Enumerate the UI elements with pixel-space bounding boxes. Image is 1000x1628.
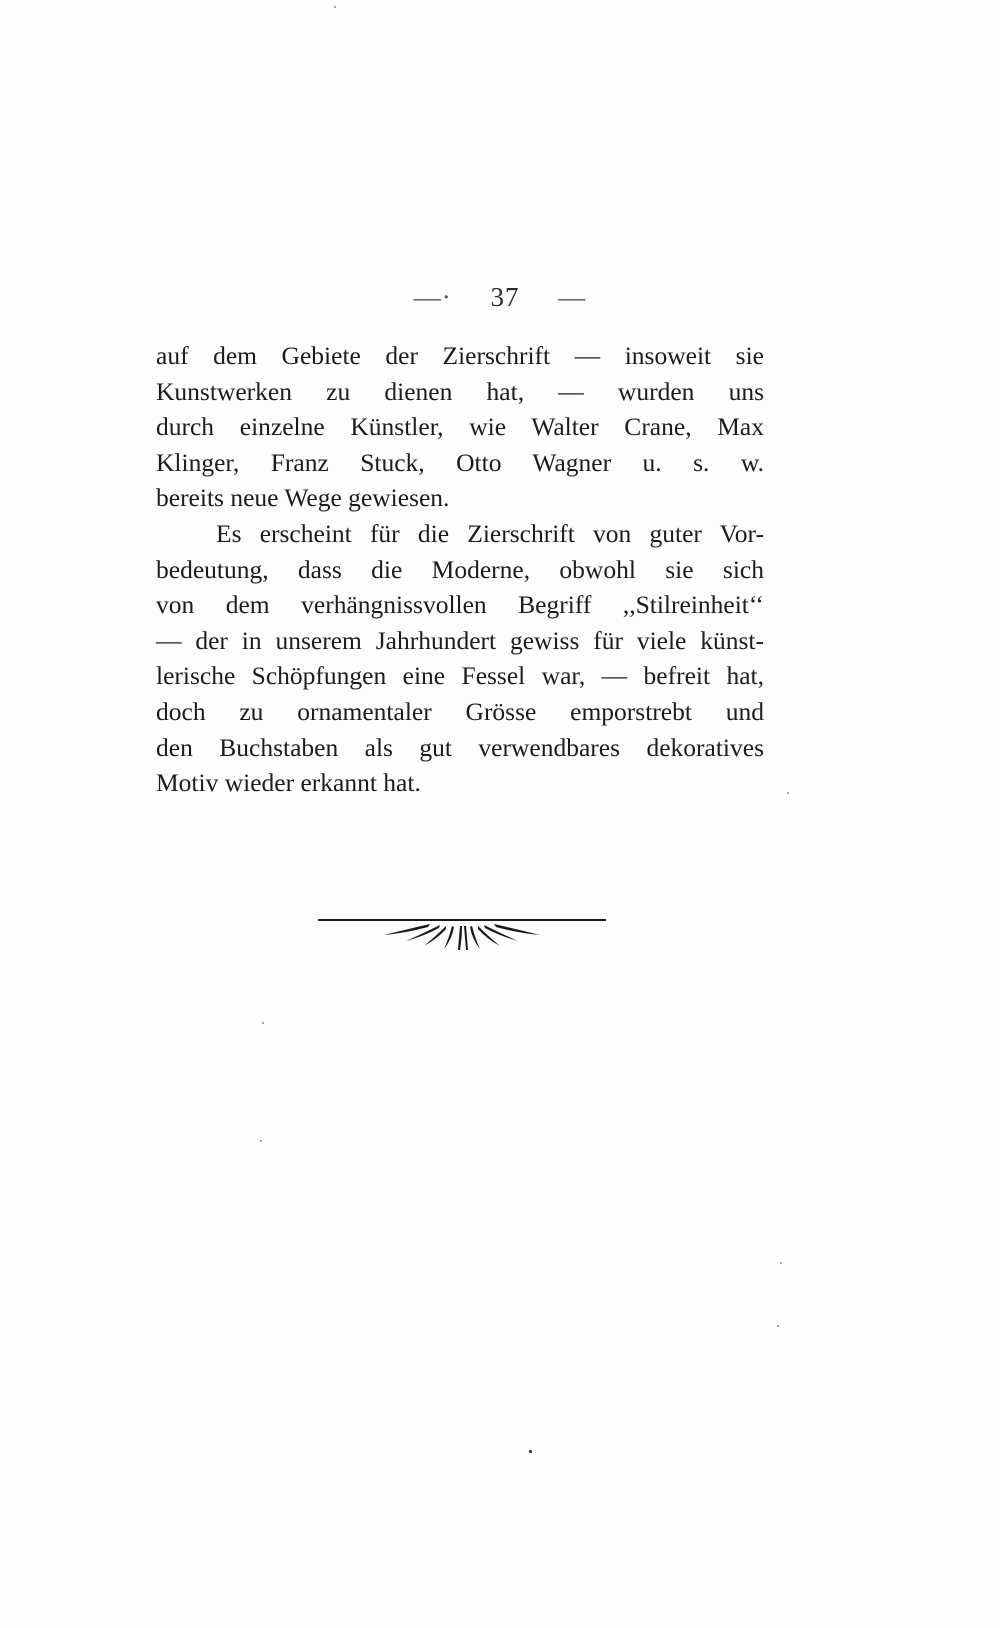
page-number-dash-left: —· [413, 282, 452, 312]
scan-speck [262, 1022, 264, 1024]
text-line: bereits neue Wege gewiesen. [156, 483, 450, 513]
scan-speck [334, 6, 336, 8]
scan-speck [777, 1325, 779, 1327]
text-line: — der in unserem Jahrhundert gewiss für viele künst- [156, 625, 764, 655]
text-line: Motiv wieder erkannt hat. [156, 768, 421, 798]
page-number-header [0, 282, 1000, 313]
text-line: den Buchstaben als gut verwendbares dekoratives [156, 732, 764, 762]
scan-speck [529, 1450, 532, 1453]
text-line: auf dem Gebiete der Zierschrift — insoweit sie [156, 341, 764, 370]
text-line: doch zu ornamentaler Grösse emporstrebt und [156, 696, 764, 726]
scan-speck [780, 1262, 782, 1264]
page-number-dash-right: — [558, 282, 587, 312]
scan-speck [260, 1140, 262, 1142]
sunburst-divider-icon [318, 914, 606, 954]
page-number: 37 [490, 282, 520, 312]
text-line: von dem verhängnissvollen Begriff ,,Stilreinheit‘‘ [156, 590, 764, 620]
body-text [156, 338, 764, 801]
text-line: Es erscheint für die Zierschrift von guter Vor- [216, 518, 764, 548]
scan-speck [787, 792, 789, 794]
text-line: lerische Schöpfungen eine Fessel war, — befreit hat, [156, 661, 764, 691]
text-line: Kunstwerken zu dienen hat, — wurden uns [156, 376, 764, 406]
text-line: durch einzelne Künstler, wie Walter Crane, Max [156, 412, 764, 442]
text-line: Klinger, Franz Stuck, Otto Wagner u. s. w. [156, 447, 764, 477]
text-line: bedeutung, dass die Moderne, obwohl sie sich [156, 554, 764, 584]
